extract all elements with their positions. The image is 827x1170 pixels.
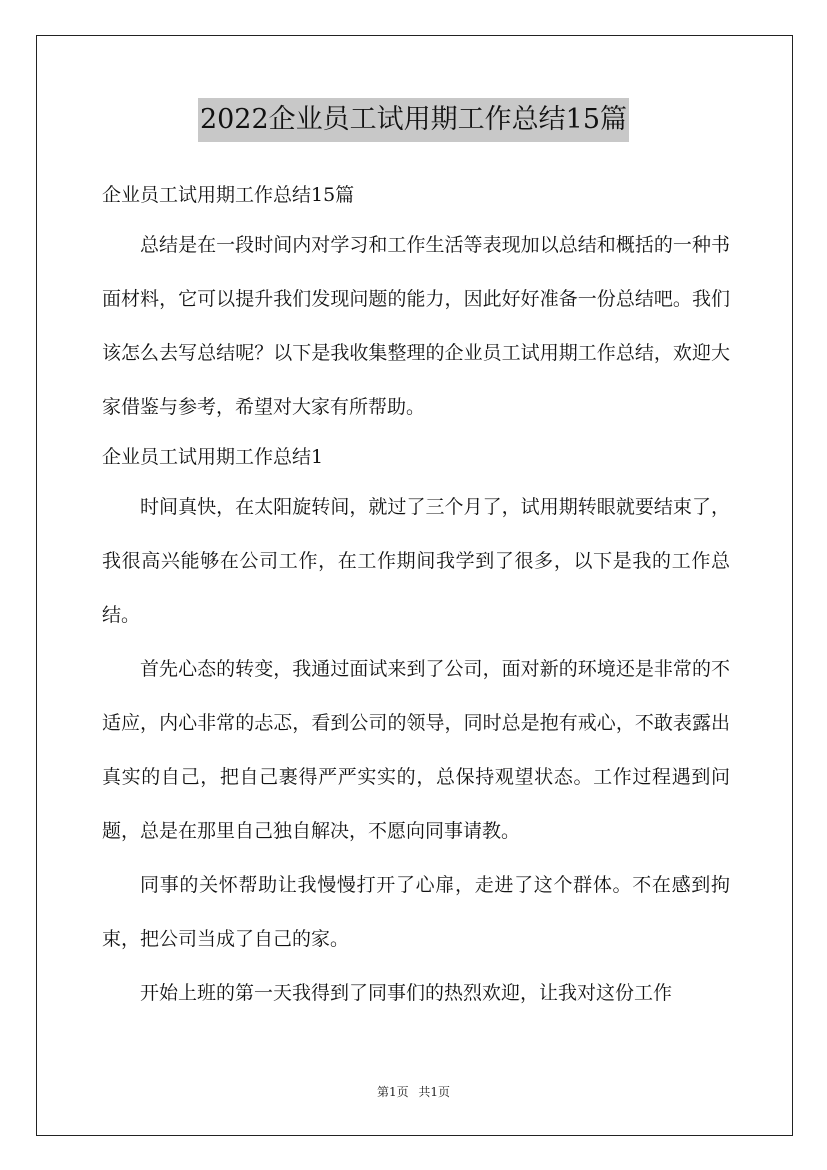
title-container (0, 98, 827, 142)
page-count: 共1页 (418, 1085, 451, 1099)
body-paragraph: 开始上班的第一天我得到了同事们的热烈欢迎，让我对这份工作 (140, 982, 673, 1004)
document-body (102, 172, 730, 1020)
document-subtitle: 企业员工试用期工作总结15篇 (102, 184, 355, 206)
page-number: 第1页 (376, 1085, 409, 1099)
page-footer (0, 1083, 827, 1100)
intro-paragraph: 总结是在一段时间内对学习和工作生活等表现加以总结和概括的一种书面材料，它可以提升我们发现问题的能力，因此好好准备一份总结吧。我们该怎么去写总结呢？以下是我收集整理的企业员工试用期工作总结，欢迎大家借鉴与参考，希望对大家有所帮助。 (102, 234, 730, 418)
body-paragraph: 时间真快，在太阳旋转间，就过了三个月了，试用期转眼就要结束了，我很高兴能够在公司工作，在工作期间我学到了很多，以下是我的工作总结。 (102, 496, 730, 626)
section-heading: 企业员工试用期工作总结1 (102, 446, 324, 468)
document-title: 2022企业员工试用期工作总结15篇 (198, 98, 629, 142)
body-paragraph: 首先心态的转变，我通过面试来到了公司，面对新的环境还是非常的不适应，内心非常的忐忑，看到公司的领导，同时总是抱有戒心，不敢表露出真实的自己，把自己裹得严严实实的，总保持观望状态。工作过程遇到问题，总是在那里自己独自解决，不愿向同事请教。 (102, 658, 730, 842)
body-paragraph: 同事的关怀帮助让我慢慢打开了心扉，走进了这个群体。不在感到拘束，把公司当成了自己的家。 (102, 874, 730, 950)
